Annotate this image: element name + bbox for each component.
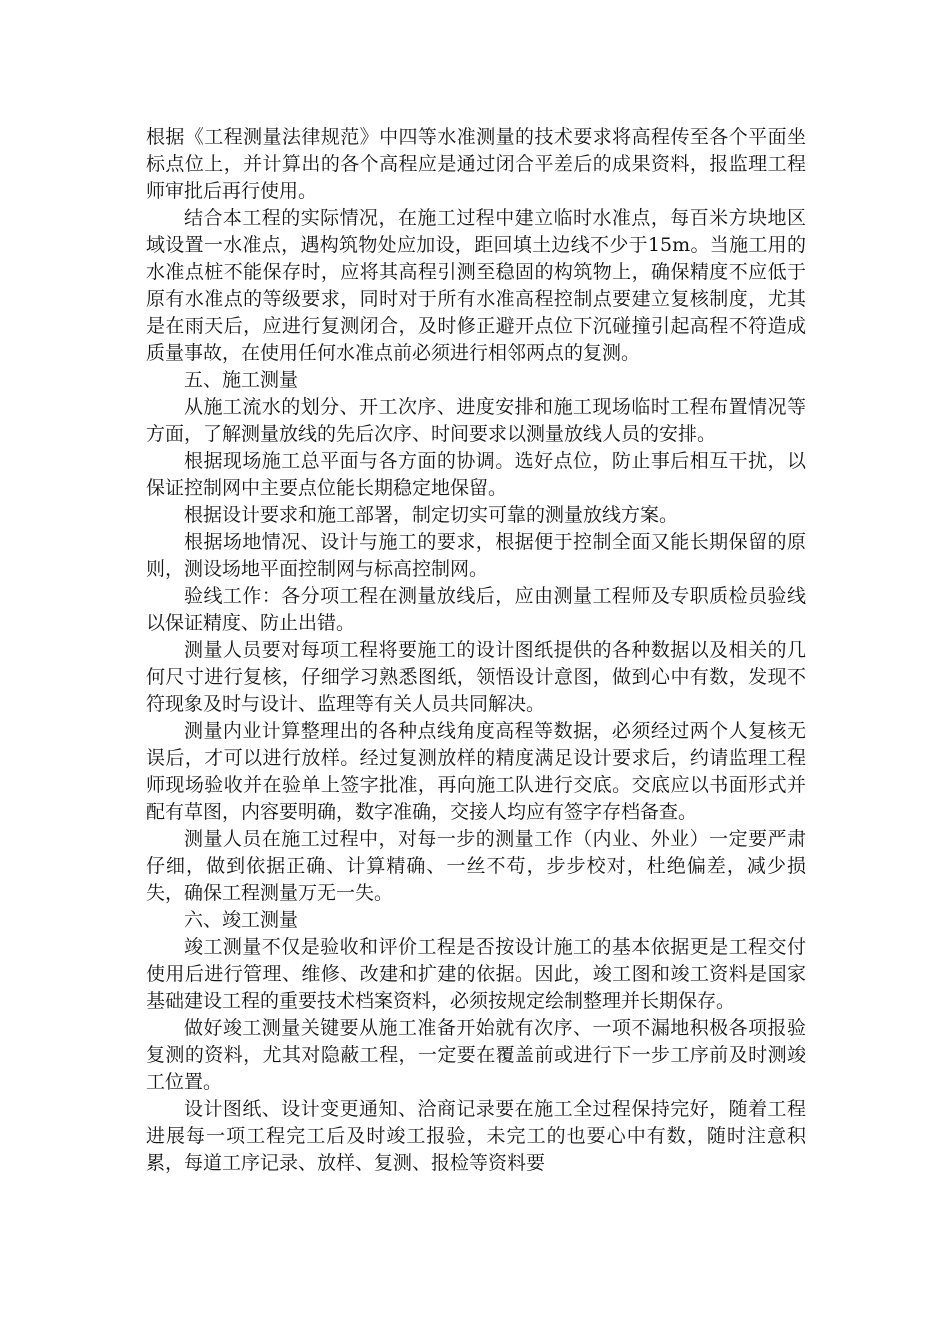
paragraph: 测量内业计算整理出的各种点线角度高程等数据，必须经过两个人复核无误后，才可以进行放样。经过复测放样的精度满足设计要求后，约请监理工程师现场验收并在验单上签字批准，再向施工队进行交底。交底应以书面形式并配有草图，内容要明确，数字准确，交接人均应有签字存档备查。 xyxy=(146,720,806,823)
paragraph: 结合本工程的实际情况，在施工过程中建立临时水准点，每百米方块地区域设置一水准点，遇构筑物处应加设，距回填土边线不少于15m。当施工用的水准点桩不能保存时，应将其高程引测至稳固的构筑物上，确保精度不应低于原有水准点的等级要求，同时对于所有水准高程控制点要建立复核制度，尤其是在雨天后，应进行复测闭合，及时修正避开点位下沉碰撞引起高程不符造成质量事故，在使用任何水准点前必须进行相邻两点的复测。 xyxy=(146,207,806,364)
paragraph: 验线工作：各分项工程在测量放线后，应由测量工程师及专职质检员验线以保证精度、防止出错。 xyxy=(146,585,806,634)
section-heading: 六、竣工测量 xyxy=(184,909,299,931)
paragraph: 根据场地情况、设计与施工的要求，根据便于控制全面又能长期保留的原则，测设场地平面控制网与标高控制网。 xyxy=(146,531,806,580)
section-heading: 五、施工测量 xyxy=(184,369,299,391)
paragraph: 根据现场施工总平面与各方面的协调。选好点位，防止事后相互干扰，以保证控制网中主要点位能长期稳定地保留。 xyxy=(146,450,806,499)
document-body xyxy=(146,124,806,1177)
paragraph: 设计图纸、设计变更通知、洽商记录要在施工全过程保持完好，随着工程进展每一项工程完工后及时竣工报验，未完工的也要心中有数，随时注意积累，每道工序记录、放样、复测、报检等资料要 xyxy=(146,1098,806,1174)
paragraph: 做好竣工测量关键要从施工准备开始就有次序、一项不漏地积极各项报验复测的资料，尤其对隐蔽工程，一定要在覆盖前或进行下一步工序前及时测竣工位置。 xyxy=(146,1017,806,1093)
paragraph: 测量人员要对每项工程将要施工的设计图纸提供的各种数据以及相关的几何尺寸进行复核，仔细学习熟悉图纸，领悟设计意图，做到心中有数，发现不符现象及时与设计、监理等有关人员共同解决。 xyxy=(146,639,806,715)
paragraph: 测量人员在施工过程中，对每一步的测量工作（内业、外业）一定要严肃仔细，做到依据正确、计算精确、一丝不苟，步步校对，杜绝偏差，减少损失，确保工程测量万无一失。 xyxy=(146,828,806,904)
paragraph: 根据《工程测量法律规范》中四等水准测量的技术要求将高程传至各个平面坐标点位上，并计算出的各个高程应是通过闭合平差后的成果资料，报监理工程师审批后再行使用。 xyxy=(146,126,806,202)
paragraph: 从施工流水的划分、开工次序、进度安排和施工现场临时工程布置情况等方面，了解测量放线的先后次序、时间要求以测量放线人员的安排。 xyxy=(146,396,806,445)
paragraph: 根据设计要求和施工部署，制定切实可靠的测量放线方案。 xyxy=(184,504,679,526)
paragraph: 竣工测量不仅是验收和评价工程是否按设计施工的基本依据更是工程交付使用后进行管理、维修、改建和扩建的依据。因此，竣工图和竣工资料是国家基础建设工程的重要技术档案资料，必须按规定绘制整理并长期保存。 xyxy=(146,936,806,1012)
